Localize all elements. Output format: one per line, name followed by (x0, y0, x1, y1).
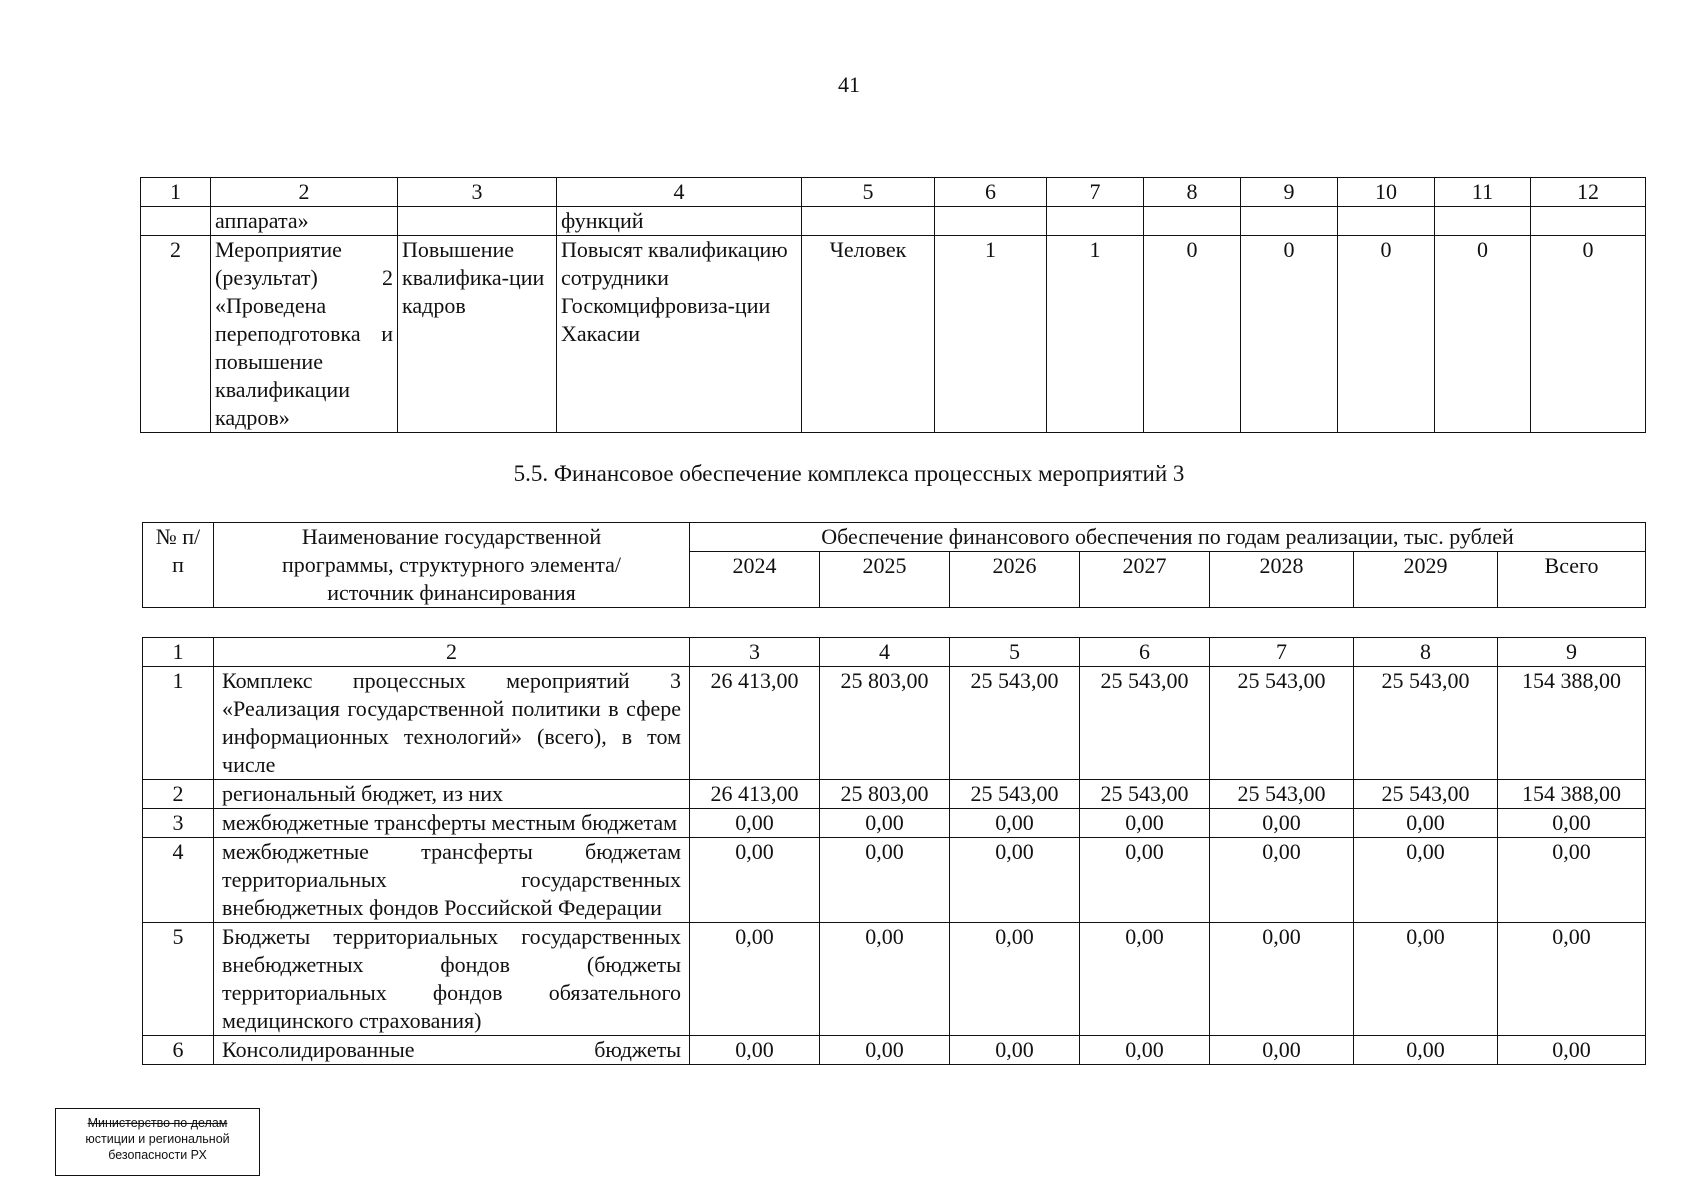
table-cell (1047, 207, 1144, 236)
year-value: 0,00 (1080, 809, 1210, 838)
column-number: 6 (935, 178, 1047, 207)
column-number: 1 (143, 638, 214, 667)
total-value: 154 388,00 (1498, 780, 1646, 809)
table-cell (935, 207, 1047, 236)
row-number: 2 (141, 236, 211, 433)
event-type: Повышение квалифика-ции кадров (398, 236, 557, 433)
year-value: 0,00 (690, 1036, 820, 1065)
year-value: 0,00 (1210, 923, 1354, 1036)
year-value: 25 803,00 (820, 667, 950, 780)
total-value: 0,00 (1498, 838, 1646, 923)
year-header: 2026 (950, 552, 1080, 608)
table-cell (1531, 207, 1646, 236)
year-value: 26 413,00 (690, 667, 820, 780)
year-value: 0,00 (820, 1036, 950, 1065)
year-header: 2025 (820, 552, 950, 608)
column-number: 3 (398, 178, 557, 207)
row-number: 2 (143, 780, 214, 809)
table-row (143, 838, 1646, 923)
table-cell: 1 (935, 236, 1047, 433)
year-value: 0,00 (950, 809, 1080, 838)
finance-table (142, 637, 1646, 1065)
funding-group-header: Обеспечение финансового обеспечения по годам реализации, тыс. рублей (690, 523, 1646, 552)
source-name: Комплекс процессных мероприятий 3 «Реализация государственной политики в сфере информационных технологий» (всего), в том числе (214, 667, 690, 780)
column-number: 2 (211, 178, 398, 207)
table-cell: 0 (1435, 236, 1531, 433)
table-cell (802, 207, 935, 236)
column-number: 9 (1498, 638, 1646, 667)
year-header: 2029 (1354, 552, 1498, 608)
year-value: 0,00 (820, 923, 950, 1036)
source-name: межбюджетные трансферты местным бюджетам (214, 809, 690, 838)
table-cell: 0 (1144, 236, 1241, 433)
column-number: 8 (1144, 178, 1241, 207)
table-cell: аппарата» (211, 207, 398, 236)
year-value: 0,00 (950, 838, 1080, 923)
column-number: 12 (1531, 178, 1646, 207)
table-cell (1241, 207, 1338, 236)
total-value: 0,00 (1498, 809, 1646, 838)
year-value: 25 543,00 (1354, 667, 1498, 780)
stamp-line: Министерство по делам (87, 1116, 228, 1130)
table-cell (1338, 207, 1435, 236)
source-name: региональный бюджет, из них (214, 780, 690, 809)
number-column-header: № п/п (143, 523, 214, 608)
table-row (143, 923, 1646, 1036)
event-description: Повысят квалификацию сотрудники Госкомцифровиза-ции Хакасии (557, 236, 802, 433)
column-number: 5 (950, 638, 1080, 667)
year-value: 0,00 (1080, 923, 1210, 1036)
unit: Человек (802, 236, 935, 433)
year-value: 0,00 (820, 838, 950, 923)
year-value: 25 543,00 (1210, 780, 1354, 809)
table-cell: функций (557, 207, 802, 236)
row-number: 5 (143, 923, 214, 1036)
year-value: 0,00 (1210, 809, 1354, 838)
column-number: 11 (1435, 178, 1531, 207)
section-title: 5.5. Финансовое обеспечение комплекса процессных мероприятий 3 (513, 461, 1185, 486)
year-value: 0,00 (1210, 838, 1354, 923)
total-header: Всего (1498, 552, 1646, 608)
year-value: 0,00 (1354, 838, 1498, 923)
column-number: 9 (1241, 178, 1338, 207)
total-value: 0,00 (1498, 923, 1646, 1036)
year-value: 25 543,00 (1354, 780, 1498, 809)
total-value: 0,00 (1498, 1036, 1646, 1065)
table-cell (141, 207, 211, 236)
column-number: 8 (1354, 638, 1498, 667)
year-value: 25 803,00 (820, 780, 950, 809)
year-value: 0,00 (1354, 809, 1498, 838)
column-number: 4 (557, 178, 802, 207)
table-cell: 1 (1047, 236, 1144, 433)
table-row (143, 667, 1646, 780)
finance-column-numbers (143, 638, 1646, 667)
column-number: 10 (1338, 178, 1435, 207)
row-number: 6 (143, 1036, 214, 1065)
year-header: 2024 (690, 552, 820, 608)
year-value: 0,00 (690, 923, 820, 1036)
row-number: 1 (143, 667, 214, 780)
year-header: 2027 (1080, 552, 1210, 608)
column-number: 3 (690, 638, 820, 667)
total-value: 154 388,00 (1498, 667, 1646, 780)
year-header: 2028 (1210, 552, 1354, 608)
year-value: 0,00 (690, 809, 820, 838)
column-number: 7 (1047, 178, 1144, 207)
column-number: 5 (802, 178, 935, 207)
source-name: межбюджетные трансферты бюджетам территориальных государственных внебюджетных фондов Российской Федерации (214, 838, 690, 923)
row-number: 4 (143, 838, 214, 923)
table-cell (398, 207, 557, 236)
table-row (141, 236, 1646, 433)
event-name: Мероприятие (результат) 2 «Проведена переподготовка и повышение квалификации кадров» (211, 236, 398, 433)
table-row (143, 1036, 1646, 1065)
year-value: 0,00 (1080, 838, 1210, 923)
stamp-line: юстиции и региональной (85, 1132, 230, 1146)
name-column-header: Наименование государственной программы, структурного элемента/источник финансирования (214, 523, 690, 608)
table-cell: 0 (1241, 236, 1338, 433)
results-table (140, 177, 1646, 433)
year-value: 26 413,00 (690, 780, 820, 809)
table-row (143, 780, 1646, 809)
year-value: 0,00 (950, 1036, 1080, 1065)
year-value: 25 543,00 (950, 780, 1080, 809)
year-value: 0,00 (1354, 1036, 1498, 1065)
row-number: 3 (143, 809, 214, 838)
ministry-stamp (55, 1108, 260, 1176)
year-value: 25 543,00 (1210, 667, 1354, 780)
year-value: 0,00 (690, 838, 820, 923)
source-name: Бюджеты территориальных государственных внебюджетных фондов (бюджеты территориальных фондов обязательного медицинского страхования) (214, 923, 690, 1036)
source-name: Консолидированные бюджеты (214, 1036, 690, 1065)
table-cell (1144, 207, 1241, 236)
year-value: 0,00 (1210, 1036, 1354, 1065)
column-number: 2 (214, 638, 690, 667)
table-cell (1435, 207, 1531, 236)
column-number: 1 (141, 178, 211, 207)
column-number: 6 (1080, 638, 1210, 667)
column-number: 7 (1210, 638, 1354, 667)
table-row (141, 207, 1646, 236)
year-value: 0,00 (1080, 1036, 1210, 1065)
stamp-line: безопасности РХ (108, 1148, 207, 1162)
table-cell: 0 (1338, 236, 1435, 433)
column-number: 4 (820, 638, 950, 667)
year-value: 0,00 (950, 923, 1080, 1036)
year-value: 0,00 (1354, 923, 1498, 1036)
table-cell: 0 (1531, 236, 1646, 433)
results-column-numbers (141, 178, 1646, 207)
year-value: 0,00 (820, 809, 950, 838)
year-value: 25 543,00 (950, 667, 1080, 780)
year-value: 25 543,00 (1080, 780, 1210, 809)
finance-header-table (142, 522, 1646, 608)
year-value: 25 543,00 (1080, 667, 1210, 780)
page-number: 41 (838, 72, 860, 97)
table-row (143, 809, 1646, 838)
